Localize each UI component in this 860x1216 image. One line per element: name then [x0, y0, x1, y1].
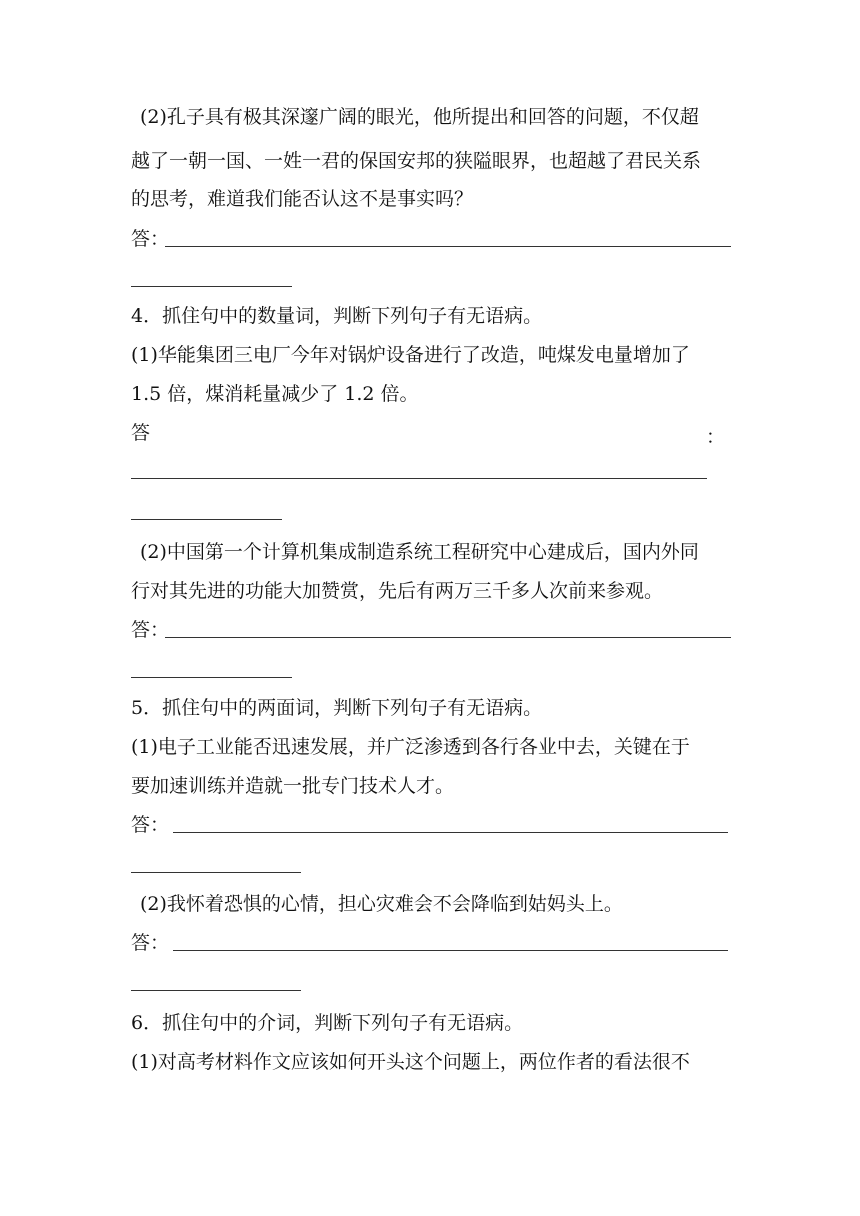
- q3-answer-label: 答：: [131, 228, 170, 250]
- q4-p2-line-2: 行对其先进的功能大加赞赏，先后有两万三千多人次前来参观。: [131, 580, 664, 602]
- q3-answer-line[interactable]: [165, 246, 731, 247]
- q5-p2-line: (2)我怀着恐惧的心情，担心灾难会不会降临到姑妈头上。: [140, 893, 623, 915]
- q4-p2-answer-label: 答：: [131, 619, 170, 641]
- q5-p1-line-2: 要加速训练并造就一批专门技术人才。: [131, 775, 455, 797]
- q4-heading: 4．抓住句中的数量词，判断下列句子有无语病。: [131, 305, 543, 327]
- q5-answer-line-continued[interactable]: [131, 872, 301, 873]
- q4-p2-line-1: (2)中国第一个计算机集成制造系统工程研究中心建成后，国内外同: [140, 541, 699, 563]
- q3-answer-line-continued[interactable]: [131, 286, 292, 287]
- q5-answer-label: 答：: [131, 814, 170, 836]
- q4-p2-answer-line-continued[interactable]: [131, 677, 292, 678]
- q5-p2-answer-line[interactable]: [173, 950, 728, 951]
- q4-answer-colon: ：: [706, 426, 726, 448]
- q6-heading: 6．抓住句中的介词，判断下列句子有无语病。: [131, 1012, 524, 1034]
- q5-answer-line[interactable]: [173, 832, 728, 833]
- q4-answer-line-continued[interactable]: [131, 519, 282, 520]
- q5-heading: 5．抓住句中的两面词，判断下列句子有无语病。: [131, 697, 543, 719]
- q5-p2-answer-line-continued[interactable]: [131, 990, 301, 991]
- q6-p1-line-1: (1)对高考材料作文应该如何开头这个问题上，两位作者的看法很不: [131, 1051, 690, 1073]
- q3-p2-line-3: 的思考，难道我们能否认这不是事实吗？: [131, 188, 474, 210]
- q5-p1-line-1: (1)电子工业能否迅速发展，并广泛渗透到各行各业中去，关键在于: [131, 736, 690, 758]
- q5-p2-answer-label: 答：: [131, 932, 170, 954]
- q4-answer-label: 答: [131, 422, 151, 444]
- q4-p1-line-2: 1.5 倍，煤消耗量减少了 1.2 倍。: [131, 383, 419, 405]
- q3-p2-line-2: 越了一朝一国、一姓一君的保国安邦的狭隘眼界，也超越了君民关系: [131, 150, 702, 172]
- q4-p1-line-1: (1)华能集团三电厂今年对锅炉设备进行了改造，吨煤发电量增加了: [131, 344, 690, 366]
- q4-answer-line[interactable]: [131, 478, 707, 479]
- q4-p2-answer-line[interactable]: [165, 637, 731, 638]
- q3-p2-line-1: (2)孔子具有极其深邃广阔的眼光，他所提出和回答的问题，不仅超: [140, 106, 699, 128]
